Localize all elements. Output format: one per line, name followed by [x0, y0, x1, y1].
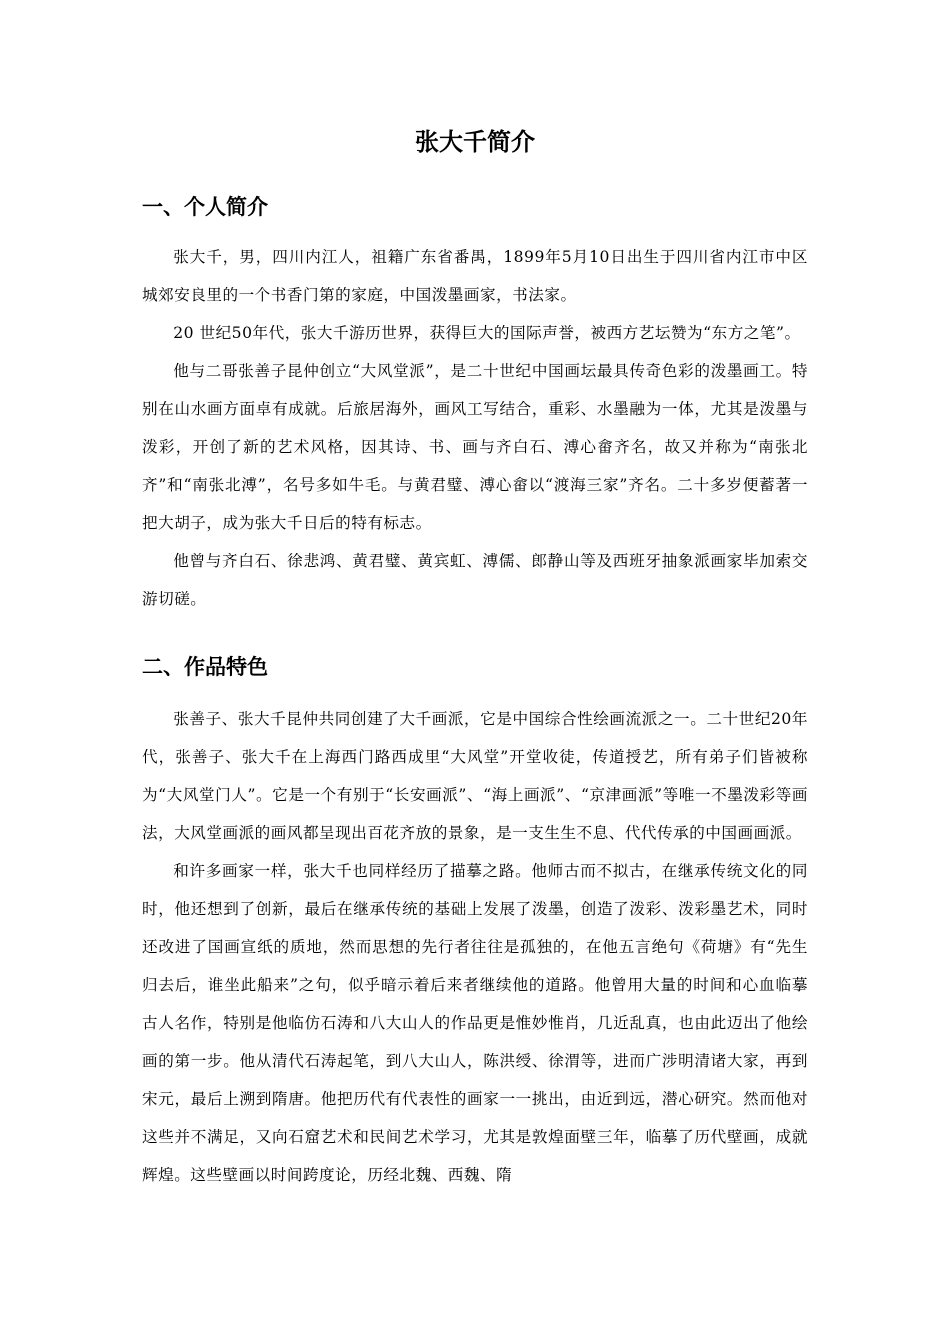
paragraph: 和许多画家一样，张大千也同样经历了描摹之路。他师古而不拟古，在继承传统文化的同时，他还想到了创新，最后在继承传统的基础上发展了泼墨，创造了泼彩、泼彩墨艺术，同时还改进了国画宣纸的质地，然而思想的先行者往往是孤独的，在他五言绝句《荷塘》有“先生归去后，谁坐此船来”之句，似乎暗示着后来者继续他的道路。他曾用大量的时间和心血临摹古人名作，特别是他临仿石涛和八大山人的作品更是惟妙惟肖，几近乱真，也由此迈出了他绘画的第一步。他从清代石涛起笔，到八大山人，陈洪绶、徐渭等，进而广涉明清诸大家，再到宋元，最后上溯到隋唐。他把历代有代表性的画家一一挑出，由近到远，潜心研究。然而他对这些并不满足，又向石窟艺术和民间艺术学习，尤其是敦煌面壁三年，临摹了历代壁画，成就辉煌。这些壁画以时间跨度论，历经北魏、西魏、隋	[142, 862, 808, 1184]
section-heading-personal-intro: 一、个人简介	[142, 195, 268, 219]
paragraph: 张善子、张大千昆仲共同创建了大千画派，它是中国综合性绘画流派之一。二十世纪20年代，张善子、张大千在上海西门路西成里“大风堂”开堂收徒，传道授艺，所有弟子们皆被称为“大风堂门人”。它是一个有别于“长安画派”、“海上画派”、“京津画派”等唯一不墨泼彩等画法，大风堂画派的画风都呈现出百花齐放的景象，是一支生生不息、代代传承的中国画画派。	[142, 710, 808, 842]
section-body-work-features	[142, 700, 808, 1194]
paragraph: 张大千，男，四川内江人，祖籍广东省番禺，1899年5月10日出生于四川省内江市中区城郊安良里的一个书香门第的家庭，中国泼墨画家，书法家。	[142, 248, 808, 304]
paragraph: 他与二哥张善子昆仲创立“大风堂派”，是二十世纪中国画坛最具传奇色彩的泼墨画工。特别在山水画方面卓有成就。后旅居海外，画风工写结合，重彩、水墨融为一体，尤其是泼墨与泼彩，开创了新的艺术风格，因其诗、书、画与齐白石、溥心畲齐名，故又并称为“南张北齐”和“南张北溥”，名号多如牛毛。与黄君璧、溥心畲以“渡海三家”齐名。二十多岁便蓄著一把大胡子，成为张大千日后的特有标志。	[142, 362, 808, 532]
section-body-personal-intro	[142, 238, 808, 618]
section-heading-work-features: 二、作品特色	[142, 655, 268, 679]
paragraph: 20 世纪50年代，张大千游历世界，获得巨大的国际声誉，被西方艺坛赞为“东方之笔”。	[173, 324, 801, 342]
document-title: 张大千简介	[415, 128, 535, 156]
paragraph: 他曾与齐白石、徐悲鸿、黄君璧、黄宾虹、溥儒、郎静山等及西班牙抽象派画家毕加索交游切磋。	[142, 552, 808, 608]
